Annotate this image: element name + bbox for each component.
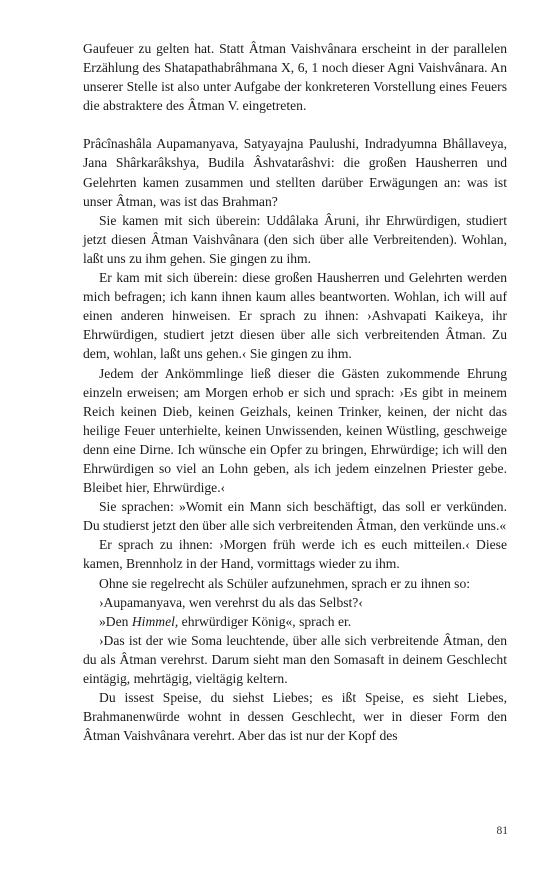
paragraph: ›Das ist der wie Soma leuchtende, über alle sich verbreitende Âtman, den du als Âtman verehrst. Darum sieht man den Somasaft in deinem Geschlecht eintägig, mehrtägig, vieltägig keltern.: [83, 632, 507, 686]
paragraph: Sie sprachen: »Womit ein Mann sich beschäftigt, das soll er verkünden. Du studierst jetzt den über alle sich verbreitenden Âtman, den verkünde uns.«: [83, 499, 507, 534]
paragraph: Er sprach zu ihnen: ›Morgen früh werde ich es euch mitteilen.‹ Diese kamen, Brennholz in der Hand, vormittags wieder zu ihm.: [83, 537, 507, 572]
section-gap: [83, 115, 507, 134]
body-text: [83, 39, 507, 745]
page-number: 81: [496, 825, 508, 837]
emphasis-himmel: Himmel,: [131, 613, 179, 629]
paragraph: Du issest Speise, du siehst Liebes; es ißt Speise, es sieht Liebes, Brahmanenwürde wohnt in dessen Geschlecht, wer in dieser Form den Âtman Vaishvânara verehrt. Aber das ist nur der Kopf des: [83, 690, 507, 744]
text-span: »Den: [99, 613, 132, 629]
paragraph: Jedem der Ankömmlinge ließ dieser die Gästen zukommende Ehrung einzeln erweisen; am Morgen erhob er sich und sprach: ›Es gibt in meinem Reich keinen Dieb, keinen Geizhals, keinen Trinker, keinen, der nicht das heilige Feuer unterhielte, keinen Unwissenden, keinen Wüstling, geschweige denn eine Dirne. Ich wünsche ein Opfer zu bringen, Ehrwürdige; ich will den Ehrwürdigen so viel an Lohn geben, als ich jedem einzelnen Priester gebe. Bleibet hier, Ehrwürdige.‹: [83, 365, 507, 496]
paragraph: Ohne sie regelrecht als Schüler aufzunehmen, sprach er zu ihnen so:: [99, 575, 471, 591]
paragraph: Sie kamen mit sich überein: Uddâlaka Âruni, ihr Ehrwürdigen, studiert jetzt diesen Âtman Vaishvânara (den sich über alle Verbreitenden). Wohlan, laßt uns zu ihm gehen. Sie gingen zu ihm.: [83, 212, 507, 266]
paragraph: ›Aupamanyava, wen verehrst du als das Selbst?‹: [99, 594, 363, 610]
paragraph: Er kam mit sich überein: diese großen Hausherren und Gelehrten werden mich befragen; ich kann ihnen kaum alles beantworten. Wohlan, ich will auf einen anderen hinweisen. Er sprach zu ihnen: ›Ashvapati Kaikeya, ihr Ehrwürdigen, studiert jetzt diesen über alle sich verbreitenden Âtman. Zu dem, wohlan, laßt uns gehen.‹ Sie gingen zu ihm.: [83, 270, 507, 362]
paragraph: Prâcînashâla Aupamanyava, Satyayajna Paulushi, Indradyumna Bhâllaveya, Jana Shârkarâkshya, Budila Âshvatarâshvi: die großen Hausherren und Gelehrten kamen zusammen und stellten darüber Erwägungen an: was ist unser Âtman, was ist das Brahman?: [83, 136, 507, 209]
paragraph-himmel: [83, 612, 507, 631]
text-span: ehrwürdiger König«, sprach er.: [178, 613, 352, 629]
paragraph: Gaufeuer zu gelten hat. Statt Âtman Vaishvânara erscheint in der parallelen Erzählung des Shatapathabrâhmana X, 6, 1 noch dieser Agni Vaishvânara. An unserer Stelle ist also unter Aufgabe der konkreteren Vorstellung eines Feuers die abstraktere des Âtman V. eingetreten.: [83, 41, 507, 114]
